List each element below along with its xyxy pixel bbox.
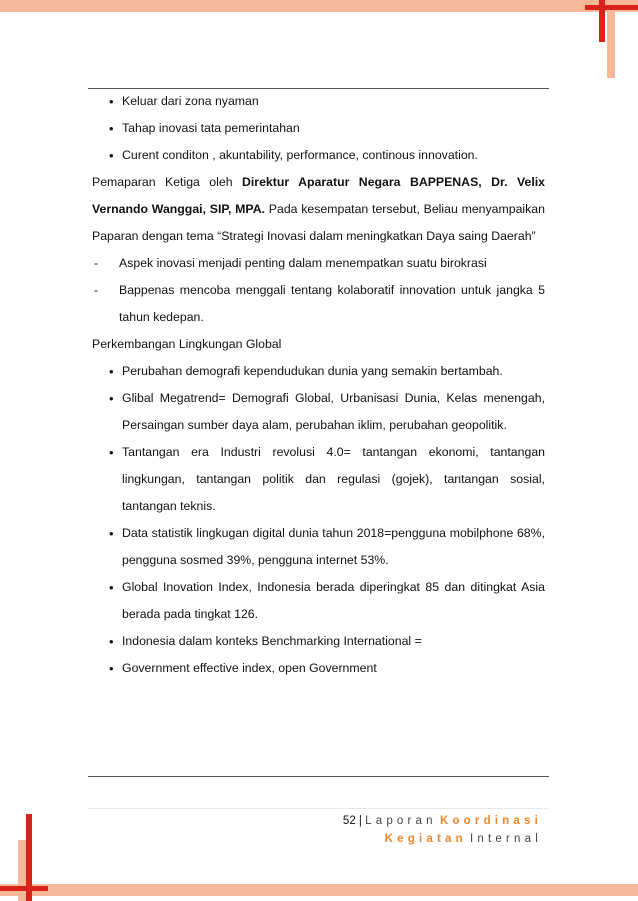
dash-list xyxy=(92,250,545,331)
list-item: • Global Inovation Index, Indonesia berada diperingkat 85 dan ditingkat Asia berada pada tingkat 126. xyxy=(92,574,545,628)
footer-word-kegiatan: Kegiatan xyxy=(384,833,467,845)
list-item: - Bappenas mencoba menggali tentang kolaboratif innovation untuk jangka 5 tahun kedepan. xyxy=(92,277,545,331)
page-number: 52 xyxy=(342,815,356,827)
list-item: • Glibal Megatrend= Demografi Global, Urbanisasi Dunia, Kelas menengah, Persaingan sumber daya alam, perubahan iklim, perubahan geopolitik. xyxy=(92,385,545,439)
bottom-decorative-vertical-bar xyxy=(18,840,26,901)
section-heading: Perkembangan Lingkungan Global xyxy=(92,337,282,351)
bottom-decorative-bar xyxy=(0,884,638,896)
footer-line-2 xyxy=(343,830,542,848)
list-item: • Curent conditon , akuntability, performance, continous innovation. xyxy=(92,142,545,169)
footer-word-koordinasi: Koordinasi xyxy=(439,815,542,827)
list-item: - Aspek inovasi menjadi penting dalam menempatkan suatu birokrasi xyxy=(92,250,545,277)
footer-line-1 xyxy=(343,812,542,830)
bottom-red-accent-horizontal xyxy=(0,886,48,891)
footer-word-laporan: Laporan xyxy=(365,815,437,827)
list-item: • Perubahan demografi kependudukan dunia yang semakin bertambah. xyxy=(92,358,545,385)
paragraph-text: Pada kesempatan tersebut, Beliau menyampaikan Paparan dengan tema “Strategi Inovasi dalam meningkatkan Daya saing Daerah” xyxy=(92,202,545,243)
list-item: • Tahap inovasi tata pemerintahan xyxy=(92,115,545,142)
document-body xyxy=(92,88,545,682)
top-red-accent-horizontal xyxy=(585,5,638,10)
footer-rule xyxy=(88,808,549,809)
paragraph-text: Pemaparan Ketiga oleh xyxy=(92,175,242,189)
top-bullet-list xyxy=(92,88,545,169)
list-item: • Tantangan era Industri revolusi 4.0= tantangan ekonomi, tantangan lingkungan, tantangan politik dan regulasi (gojek), tantangan sosial, tantangan teknis. xyxy=(92,439,545,520)
top-decorative-vertical-bar xyxy=(607,0,615,78)
list-item: • Indonesia dalam konteks Benchmarking International = xyxy=(92,628,545,655)
footer-word-internal: Internal xyxy=(470,833,542,845)
presentation-paragraph xyxy=(92,169,545,250)
content-bottom-rule xyxy=(88,776,549,777)
list-item: • Keluar dari zona nyaman xyxy=(92,88,545,115)
top-decorative-bar xyxy=(0,0,638,12)
list-item: • Data statistik lingkugan digital dunia tahun 2018=pengguna mobilphone 68%, pengguna sosmed 39%, pengguna internet 53%. xyxy=(92,520,545,574)
page-footer xyxy=(343,812,542,848)
global-bullet-list xyxy=(92,358,545,682)
speaker-name: Direktur Aparatur Negara BAPPENAS, Dr. Velix Vernando Wanggai, SIP, MPA. xyxy=(92,175,545,216)
list-item: • Government effective index, open Government xyxy=(92,655,545,682)
footer-separator: | xyxy=(358,815,362,827)
